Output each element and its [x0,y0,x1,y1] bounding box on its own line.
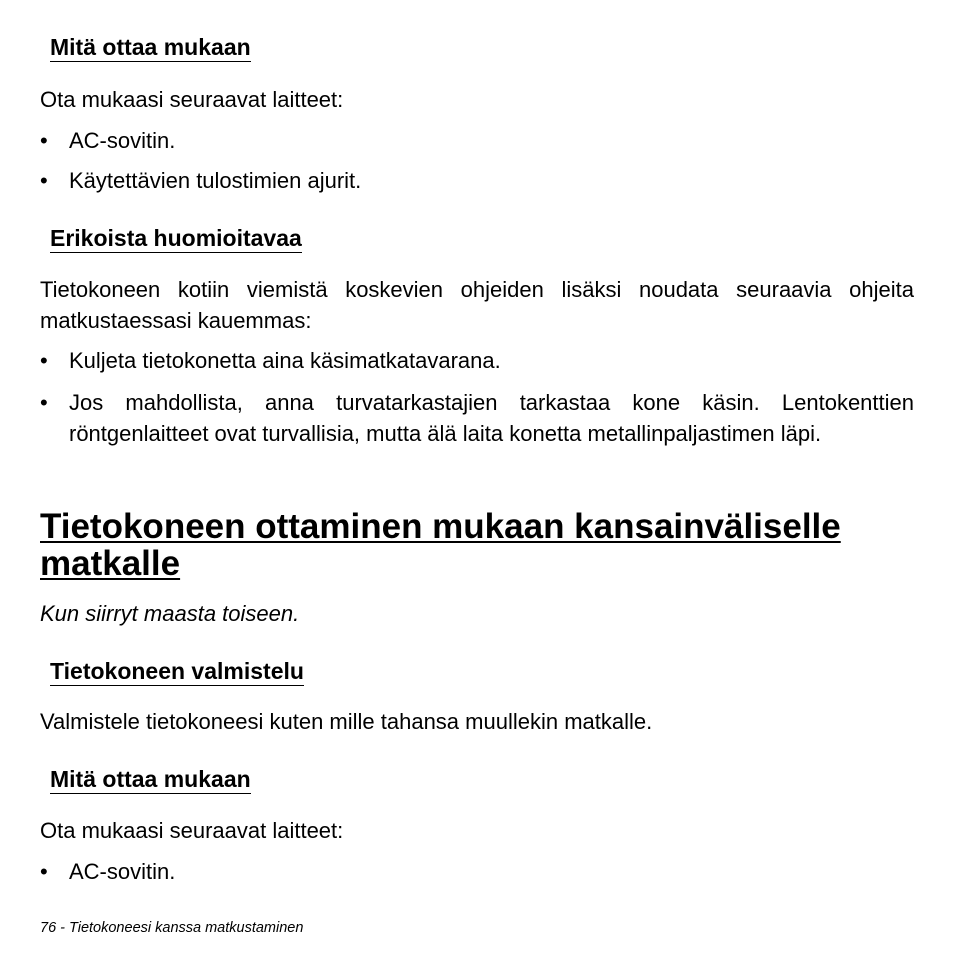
bullet-marker: • [40,390,48,415]
page-title: Tietokoneen ottaminen mukaan kansainväliselle matkalle [40,507,841,583]
section-intro: Tietokoneen kotiin viemistä koskevien ohjeiden lisäksi noudata seuraavia ohjeita matkustaessasi kauemmas: [40,277,914,333]
section-intro: Ota mukaasi seuraavat laitteet: [40,87,344,112]
section-heading-what-to-take: Mitä ottaa mukaan [50,34,251,60]
section-text: Valmistele tietokoneesi kuten mille tahansa muullekin matkalle. [40,709,653,734]
bullet-marker: • [40,348,48,373]
bullet-marker: • [40,128,48,153]
list-item: AC-sovitin. [69,128,176,153]
bullet-marker: • [40,859,48,884]
section-heading-what-to-take-2: Mitä ottaa mukaan [50,766,251,792]
section-intro: Ota mukaasi seuraavat laitteet: [40,818,344,843]
list-item: Käytettävien tulostimien ajurit. [69,168,362,193]
section-heading-preparing-computer: Tietokoneen valmistelu [50,658,304,684]
list-item: Kuljeta tietokonetta aina käsimatkatavarana. [69,348,501,373]
page-subtitle: Kun siirryt maasta toiseen. [40,601,300,626]
list-item: AC-sovitin. [69,859,176,884]
page-footer: 76 - Tietokoneesi kanssa matkustaminen [40,920,304,936]
bullet-marker: • [40,168,48,193]
list-item: Jos mahdollista, anna turvatarkastajien tarkastaa kone käsin. Lentokenttien röntgenlaitteet ovat turvallisia, mutta älä laita konetta metallinpaljastimen läpi. [69,390,914,446]
section-heading-special-considerations: Erikoista huomioitavaa [50,225,302,251]
